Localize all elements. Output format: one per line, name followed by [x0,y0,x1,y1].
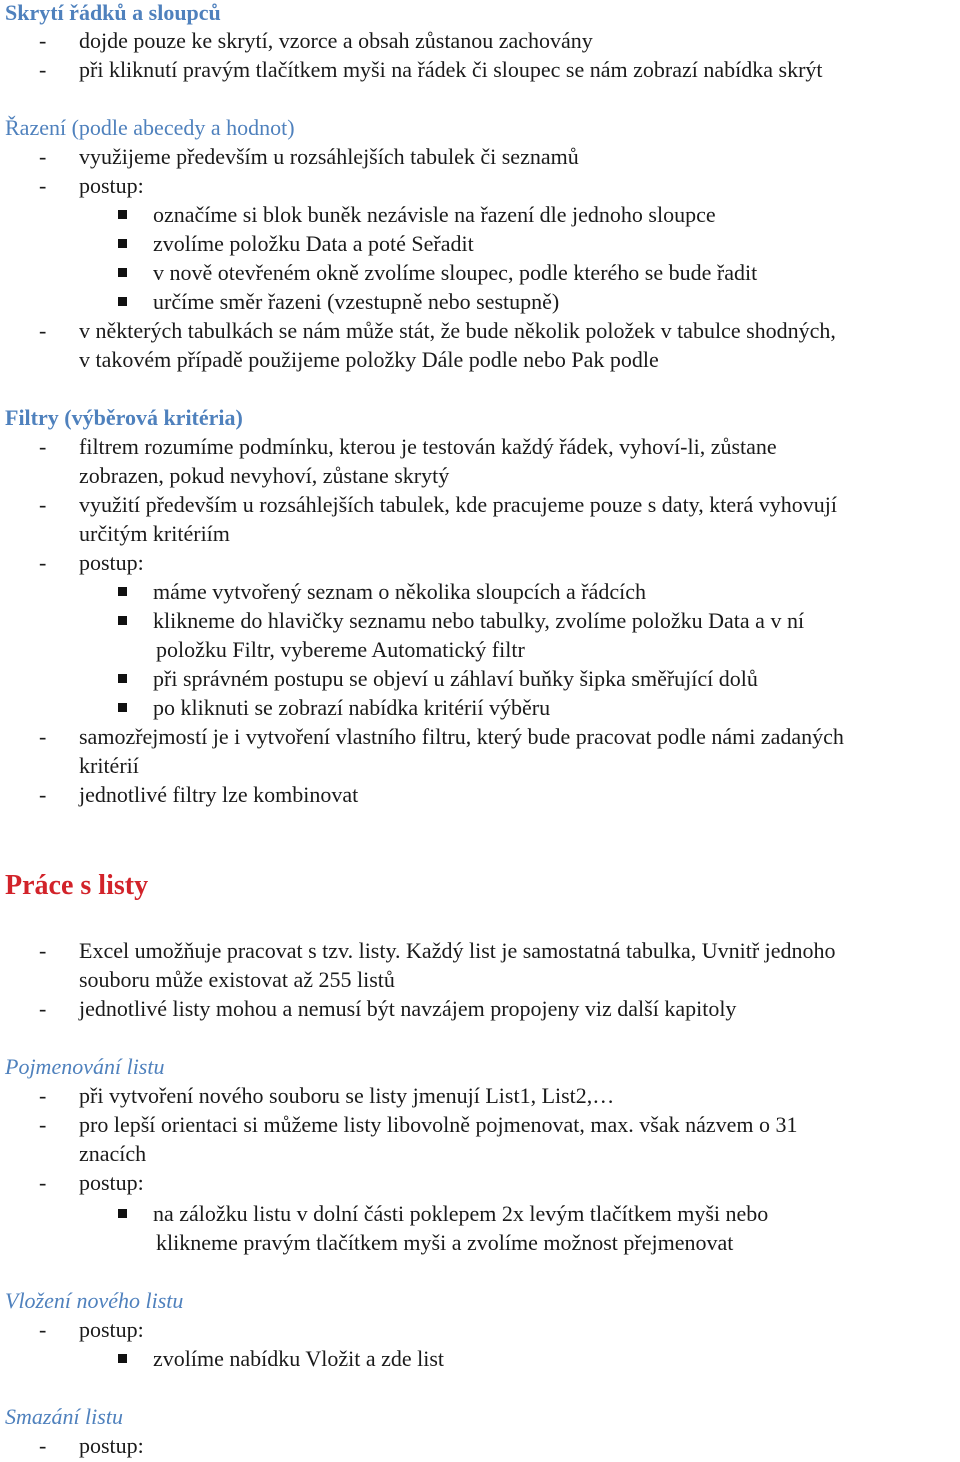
section-heading-skryti: Skrytí řádků a sloupců [5,0,221,25]
list-item-text: pro lepší orientaci si můžeme listy libovolně pojmenovat, max. však názvem o 31 [79,1112,798,1137]
sub-list-item-text: na záložku listu v dolní části poklepem 2x levým tlačítkem myši nebo [153,1201,769,1226]
section-heading-razeni: Řazení (podle abecedy a hodnot) [5,115,295,140]
square-bullet-icon [118,616,127,625]
square-bullet-icon [118,1354,127,1363]
list-item-text: v některých tabulkách se nám může stát, že bude několik položek v tabulce shodných, [79,318,836,343]
list-item-text: samozřejmostí je i vytvoření vlastního filtru, který bude pracovat podle námi zadaných [79,724,844,749]
dash-marker: - [39,996,47,1021]
list-item-text: dojde pouze ke skrytí, vzorce a obsah zůstanou zachovány [79,28,593,53]
list-item-text: při kliknutí pravým tlačítkem myši na řádek či sloupec se nám zobrazí nabídka skrýt [79,57,823,82]
sub-list-item-text: máme vytvořený seznam o několika sloupcích a řádcích [153,579,646,604]
list-item-text: využití především u rozsáhlejších tabulek, kde pracujeme pouze s daty, která vyhovují [79,492,837,517]
square-bullet-icon [118,1209,127,1218]
sub-list-item-text: při správném postupu se objeví u záhlaví buňky šipka směřující dolů [153,666,758,691]
list-item-text: v takovém případě použijeme položky Dále podle nebo Pak podle [79,347,659,372]
dash-marker: - [39,782,47,807]
dash-marker: - [39,28,47,53]
list-item-text: souboru může existovat až 255 listů [79,967,395,992]
list-item-text: postup: [79,1433,144,1458]
sub-list-item-text: položku Filtr, vybereme Automatický filtr [156,637,525,662]
square-bullet-icon [118,703,127,712]
list-item-text: filtrem rozumíme podmínku, kterou je testován každý řádek, vyhoví-li, zůstane [79,434,777,459]
dash-marker: - [39,550,47,575]
dash-marker: - [39,938,47,963]
dash-marker: - [39,724,47,749]
square-bullet-icon [118,239,127,248]
list-item-text: určitým kritériím [79,521,230,546]
dash-marker: - [39,1112,47,1137]
sub-list-item-text: po kliknuti se zobrazí nabídka kritérií výběru [153,695,551,720]
dash-marker: - [39,492,47,517]
sub-list-item-text: v nově otevřeném okně zvolíme sloupec, podle kterého se bude řadit [153,260,758,285]
list-item-text: znacích [79,1141,147,1166]
square-bullet-icon [118,210,127,219]
list-item-text: postup: [79,173,144,198]
section-heading-vlozeni: Vložení nového listu [5,1288,184,1313]
sub-list-item-text: zvolíme nabídku Vložit a zde list [153,1346,445,1371]
dash-marker: - [39,318,47,343]
dash-marker: - [39,1317,47,1342]
list-item-text: postup: [79,550,144,575]
dash-marker: - [39,173,47,198]
sub-list-item-text: určíme směr řazeni (vzestupně nebo sestupně) [153,289,560,314]
square-bullet-icon [118,268,127,277]
square-bullet-icon [118,674,127,683]
list-item-text: kritérií [79,753,139,778]
dash-marker: - [39,1083,47,1108]
square-bullet-icon [118,587,127,596]
list-item-text: Excel umožňuje pracovat s tzv. listy. Každý list je samostatná tabulka, Uvnitř jednoho [79,938,836,963]
chapter-heading-prace: Práce s listy [5,870,149,901]
sub-list-item-text: klikneme pravým tlačítkem myši a zvolíme možnost přejmenovat [156,1230,734,1255]
list-item-text: jednotlivé listy mohou a nemusí být navzájem propojeny viz další kapitoly [79,996,737,1021]
sub-list-item-text: zvolíme položku Data a poté Seřadit [153,231,474,256]
list-item-text: jednotlivé filtry lze kombinovat [79,782,359,807]
dash-marker: - [39,144,47,169]
section-heading-pojmenovani: Pojmenování listu [5,1054,165,1079]
sub-list-item-text: klikneme do hlavičky seznamu nebo tabulky, zvolíme položku Data a v ní [153,608,805,633]
list-item-text: využijeme především u rozsáhlejších tabulek či seznamů [79,144,579,169]
section-heading-smazani: Smazání listu [5,1404,123,1429]
dash-marker: - [39,1170,47,1195]
square-bullet-icon [118,297,127,306]
list-item-text: postup: [79,1317,144,1342]
list-item-text: zobrazen, pokud nevyhoví, zůstane skrytý [79,463,450,488]
list-item-text: postup: [79,1170,144,1195]
sub-list-item-text: označíme si blok buněk nezávisle na řazení dle jednoho sloupce [153,202,716,227]
list-item-text: při vytvoření nového souboru se listy jmenují List1, List2,… [79,1083,615,1108]
dash-marker: - [39,1433,47,1458]
dash-marker: - [39,434,47,459]
dash-marker: - [39,57,47,82]
section-heading-filtry: Filtry (výběrová kritéria) [5,405,243,430]
